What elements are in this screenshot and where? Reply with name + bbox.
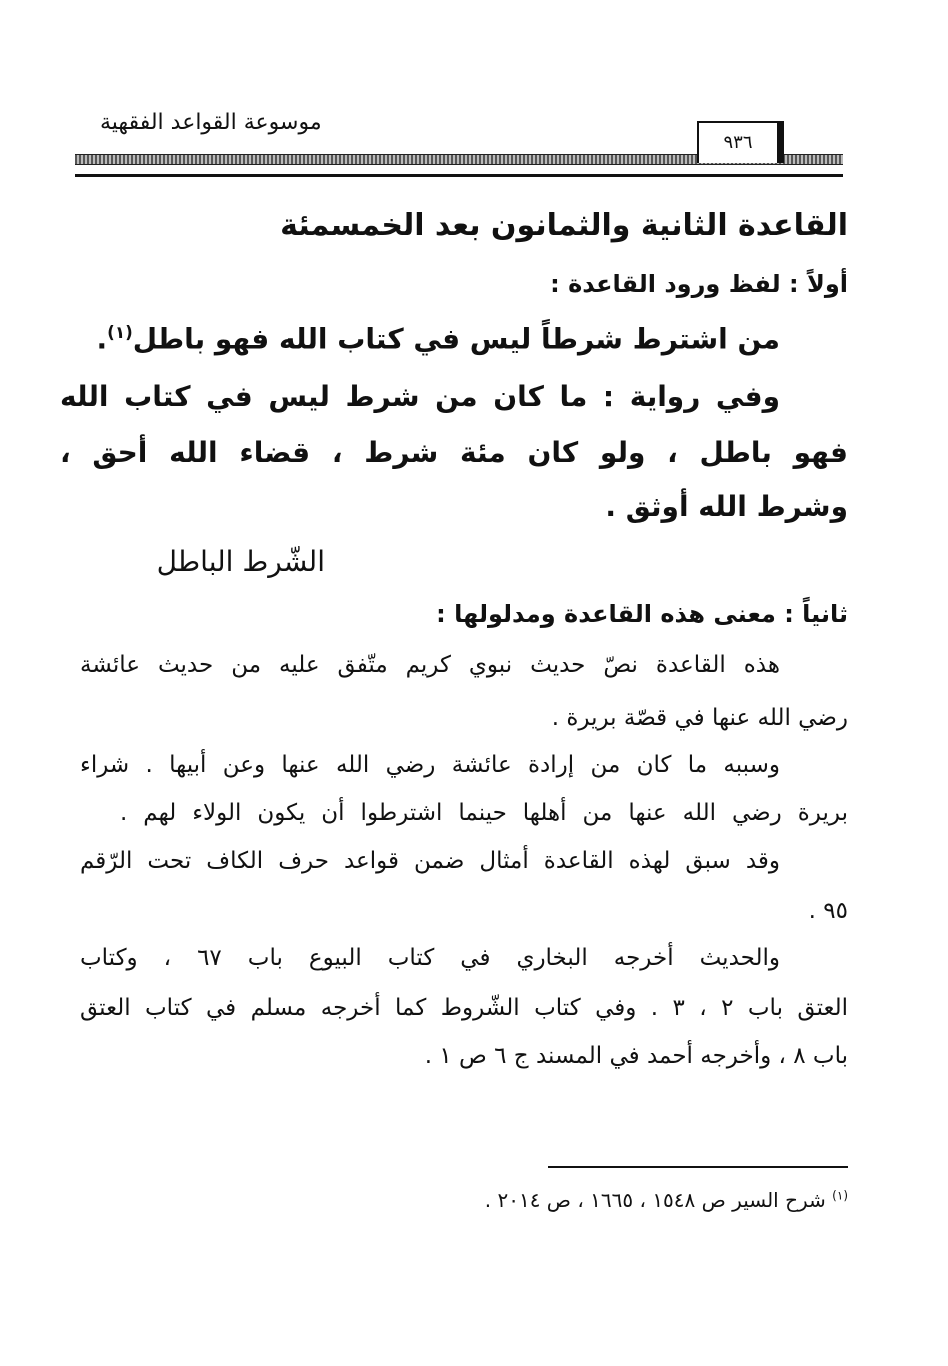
- rule-text: [60, 322, 780, 355]
- variant-line-2: فهو باطل ، ولو كان مئة شرط ، قضاء الله أحق ،: [60, 436, 848, 469]
- rule-text-main: من اشترط شرطاً ليس في كتاب الله فهو باطل: [132, 322, 780, 356]
- paragraph-3-line-1: وقد سبق لهذه القاعدة أمثال ضمن قواعد حرف الكاف تحت الرّقم: [80, 848, 780, 874]
- section1-heading: أولاً : لفظ ورود القاعدة :: [550, 270, 848, 298]
- footnote-marker: (١): [832, 1188, 848, 1203]
- variant-line-3: وشرط الله أوثق .: [605, 490, 848, 523]
- paragraph-3-line-2: ٩٥ .: [808, 898, 848, 924]
- page-number-box: [697, 121, 784, 163]
- rule-subtitle: الشّرط الباطل: [156, 545, 325, 578]
- section2-heading: ثانياً : معنى هذه القاعدة ومدلولها :: [436, 600, 848, 628]
- paragraph-4-line-3: باب ٨ ، وأخرجه أحمد في المسند ج ٦ ص ١ .: [424, 1043, 848, 1069]
- paragraph-4-line-2: العتق باب ٢ ، ٣ . وفي كتاب الشّروط كما أخرجه مسلم في كتاب العتق: [80, 995, 848, 1021]
- header-underline: [75, 174, 843, 177]
- footnote: [60, 1188, 848, 1212]
- paragraph-1-line-1: هذه القاعدة نصّ حديث نبوي كريم متّفق عليه من حديث عائشة: [80, 652, 780, 678]
- paragraph-1-line-2: رضي الله عنها في قصّة بريرة .: [551, 705, 848, 731]
- footnote-rule: [548, 1166, 848, 1168]
- footnote-reference: (١): [107, 322, 133, 342]
- paragraph-2-line-1: وسببه ما كان من إرادة عائشة رضي الله عنها وعن أبيها . شراء: [80, 752, 780, 778]
- footnote-text: شرح السير ص ١٥٤٨ ، ١٦٦٥ ، ص ٢٠١٤ .: [484, 1188, 826, 1212]
- running-title: موسوعة القواعد الفقهية: [100, 110, 322, 135]
- rule-text-end: .: [96, 322, 108, 356]
- variant-line-1: وفي رواية : ما كان من شرط ليس في كتاب الله: [60, 380, 780, 413]
- rule-title: القاعدة الثانية والثمانون بعد الخمسمئة: [280, 208, 848, 243]
- page-number: ٩٣٦: [723, 132, 753, 153]
- paragraph-2-line-2: بريرة رضي الله عنها من أهلها حينما اشترطوا أن يكون الولاء لهم .: [120, 800, 848, 826]
- paragraph-4-line-1: والحديث أخرجه البخاري في كتاب البيوع باب ٦٧ ، وكتاب: [80, 945, 780, 971]
